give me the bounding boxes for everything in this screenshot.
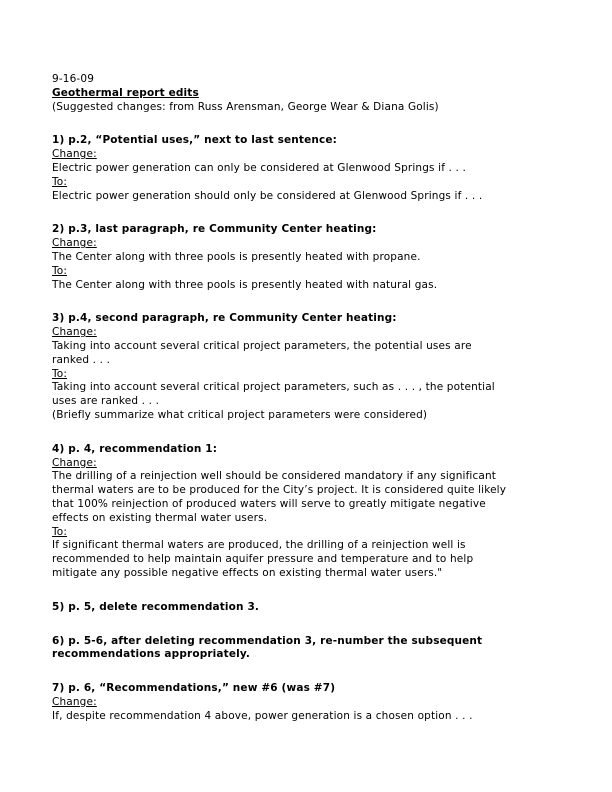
change-text-line: effects on existing thermal water users. (52, 511, 268, 524)
to-text-line: uses are ranked . . . (52, 395, 160, 408)
edit-section-2 (52, 223, 562, 292)
section-heading: 3) p.4, second paragraph, re Community Center heating: (52, 312, 397, 325)
note-line: (Briefly summarize what critical project parameters were considered) (52, 408, 428, 421)
document-header (52, 73, 562, 114)
section-heading: 6) p. 5-6, after deleting recommendation 3, re-number the subsequent (52, 634, 483, 647)
to-label: To: (52, 264, 68, 277)
to-label: To: (52, 367, 68, 380)
to-text-line: mitigate any possible negative effects on existing thermal water users." (52, 566, 443, 579)
change-text-line: If, despite recommendation 4 above, power generation is a chosen option . . . (52, 709, 473, 722)
change-label: Change: (52, 695, 97, 708)
to-text-line: If significant thermal waters are produced, the drilling of a reinjection well is (52, 539, 466, 552)
document-title: Geothermal report edits (52, 86, 199, 99)
to-text-line: Taking into account several critical project parameters, such as . . . , the potential (52, 381, 495, 394)
section-heading-continued: recommendations appropriately. (52, 648, 251, 661)
change-text-line: ranked . . . (52, 353, 111, 366)
edit-section-1 (52, 134, 562, 203)
to-label: To: (52, 525, 68, 538)
change-text-line: Taking into account several critical project parameters, the potential uses are (52, 339, 472, 352)
change-label: Change: (52, 148, 97, 161)
section-heading: 2) p.3, last paragraph, re Community Center heating: (52, 223, 377, 236)
section-heading: 1) p.2, “Potential uses,” next to last sentence: (52, 134, 337, 147)
change-text-line: thermal waters are to be produced for the City’s project. It is considered quite likely (52, 484, 507, 497)
change-text-line: The Center along with three pools is presently heated with propane. (52, 250, 421, 263)
change-label: Change: (52, 456, 97, 469)
edit-section-5 (52, 601, 562, 615)
document-subtitle: (Suggested changes: from Russ Arensman, George Wear & Diana Golis) (52, 100, 439, 113)
section-heading: 4) p. 4, recommendation 1: (52, 442, 218, 455)
change-text-line: Electric power generation can only be considered at Glenwood Springs if . . . (52, 161, 466, 174)
change-label: Change: (52, 237, 97, 250)
edit-section-6 (52, 635, 562, 663)
edit-section-3 (52, 312, 562, 422)
to-text-line: Electric power generation should only be considered at Glenwood Springs if . . . (52, 189, 483, 202)
edit-section-4 (52, 443, 562, 581)
to-label: To: (52, 175, 68, 188)
to-text-line: The Center along with three pools is presently heated with natural gas. (52, 278, 438, 291)
section-heading: 7) p. 6, “Recommendations,” new #6 (was #7) (52, 682, 336, 695)
change-text-line: The drilling of a reinjection well should be considered mandatory if any significant (52, 470, 497, 483)
to-text-line: recommended to help maintain aquifer pressure and temperature and to help (52, 553, 474, 566)
change-text-line: that 100% reinjection of produced waters will serve to greatly mitigate negative (52, 497, 486, 510)
section-heading: 5) p. 5, delete recommendation 3. (52, 600, 260, 613)
edit-section-7 (52, 682, 562, 723)
date-line: 9-16-09 (52, 73, 95, 85)
change-label: Change: (52, 326, 97, 339)
